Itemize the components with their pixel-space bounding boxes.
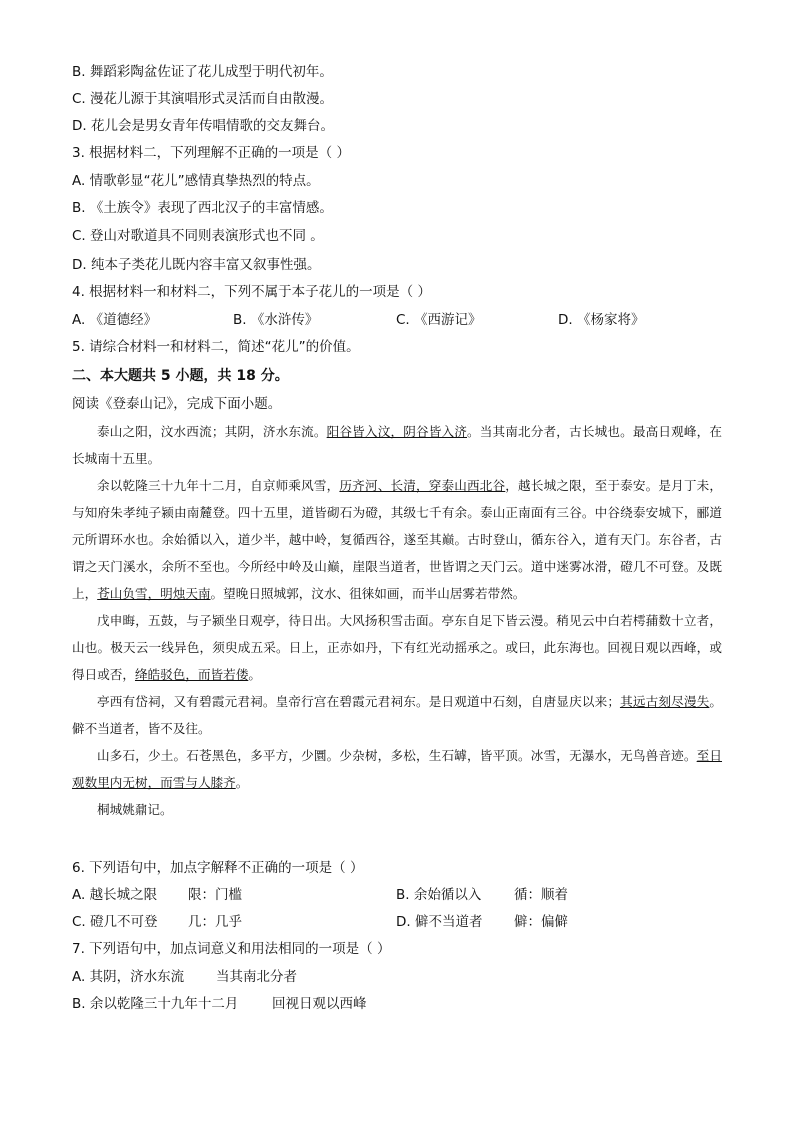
section2-intro: 阅读《登泰山记》，完成下面小题。 (72, 396, 282, 412)
q7-stem: 7. 下列语句中，加点词意义和用法相同的一项是（ ） (72, 941, 391, 957)
passage-text: 余以乾隆三十九年十二月，自京师乘风雪， (97, 478, 340, 493)
q3-stem: 3. 根据材料二，下列理解不正确的一项是（ ） (72, 145, 350, 161)
q6-option-d-gloss: 僻：偏僻 (514, 914, 568, 930)
q2-option-d: D. 花儿会是男女青年传唱情歌的交友舞台。 (72, 118, 334, 134)
q4-option-a: A. 《道德经》 (72, 312, 158, 328)
q7-option-a (72, 967, 722, 987)
q4-options (72, 310, 722, 330)
q4-option-c: C. 《西游记》 (396, 312, 482, 328)
passage-text: ，越长城之限，至于泰安。是月丁未，与知府朱孝纯子颍由南麓登。四十五里，道皆砌石为磴，其级七千有余。泰山正南面有三谷。中谷绕泰安城下，郦道元所谓环水也。余始循以入，道少半，越中岭，复循西谷，遂至其巅。古时登山，循东谷入，道有天门。东谷者，古谓之天门溪水，余所不至也。今所经中岭及山巅，崖限当道者，世皆谓之天门云。道中迷雾冰滑，磴几不可登。及既上， (72, 478, 723, 601)
q7-option-b (72, 994, 722, 1014)
q3-option-c: C. 登山对歌道具不同则表演形式也不同 。 (72, 228, 324, 244)
passage-text: 亭西有岱祠，又有碧霞元君祠。皇帝行宫在碧霞元君祠东。是日观道中石刻，自唐显庆以来； (97, 694, 620, 709)
q6-option-c-phrase: C. 磴几不可登 (72, 914, 158, 930)
q6-option-c-gloss: 几：几乎 (188, 914, 242, 930)
q2-option-c: C. 漫花儿源于其演唱形式灵活而自由散漫。 (72, 91, 334, 107)
q6-option-a-gloss: 限：门槛 (188, 887, 242, 903)
passage-text: 。 (235, 775, 249, 790)
q7-option-b-sentence-1: B. 余以乾隆三十九年十二月 (72, 996, 239, 1012)
q3-option-d: D. 纯本子类花儿既内容丰富又叙事性强。 (72, 257, 321, 273)
q6-option-b-phrase: B. 余始循以入 (396, 887, 482, 903)
underlined-phrase: 苍山负雪，明烛天南 (97, 586, 211, 601)
passage-paragraph-1 (72, 418, 722, 472)
q3-option-b: B. 《土族令》表现了西北汉子的丰富情感。 (72, 200, 333, 216)
q6-option-a-phrase: A. 越长城之限 (72, 887, 158, 903)
underlined-phrase: 绛皓驳色，而皆若偻 (134, 667, 249, 682)
q6-options-row-1 (72, 885, 722, 905)
underlined-phrase: 阳谷皆入汶，阴谷皆入济 (326, 424, 467, 439)
q6-options-row-2 (72, 912, 722, 932)
underlined-phrase: 历齐河、长清，穿泰山西北谷 (339, 478, 506, 493)
passage-signature: 桐城姚鼐记。 (97, 802, 173, 817)
q4-stem: 4. 根据材料一和材料二，下列不属于本子花儿的一项是（ ） (72, 284, 431, 300)
q7-option-a-sentence-1: A. 其阴，济水东流 (72, 969, 185, 985)
passage-text: 泰山之阳，汶水西流；其阴，济水东流。 (97, 424, 327, 439)
q3-option-a: A. 情歌彰显“花儿”感情真挚热烈的特点。 (72, 173, 320, 189)
q5-stem: 5. 请综合材料一和材料二，简述“花儿”的价值。 (72, 339, 360, 355)
q4-option-d: D. 《杨家将》 (558, 312, 645, 328)
q6-stem: 6. 下列语句中，加点字解释不正确的一项是（ ） (72, 860, 364, 876)
passage-deng-taishan-ji (72, 418, 722, 823)
passage-text: 山多石，少土。石苍黑色，多平方，少圜。少杂树，多松，生石罅，皆平顶。冰雪，无瀑水，无鸟兽音迹。 (97, 748, 697, 763)
q6-option-b-gloss: 循：顺着 (514, 887, 568, 903)
q6-option-d-phrase: D. 僻不当道者 (396, 914, 483, 930)
passage-paragraph-2 (72, 472, 722, 607)
q4-option-b: B. 《水浒传》 (233, 312, 319, 328)
passage-text: 。 (248, 667, 261, 682)
underlined-phrase: 至日观数里内无树，而雪与人膝齐 (72, 748, 723, 790)
passage-text: 。僻不当道者，皆不及往。 (72, 694, 723, 736)
passage-paragraph-5 (72, 742, 722, 796)
passage-paragraph-4 (72, 688, 722, 742)
q7-option-a-sentence-2: 当其南北分者 (216, 969, 297, 985)
q2-option-b: B. 舞蹈彩陶盆佐证了花儿成型于明代初年。 (72, 64, 333, 80)
underlined-phrase: 其远古刻尽漫失 (619, 694, 710, 709)
passage-paragraph-3 (72, 607, 722, 688)
section2-heading: 二、本大题共 5 小题，共 18 分。 (72, 368, 289, 384)
passage-text: 。当其南北分者，古长城也。最高日观峰，在长城南十五里。 (72, 424, 723, 466)
passage-text: 。望晚日照城郭，汶水、徂徕如画，而半山居雾若带然。 (210, 586, 526, 601)
q7-option-b-sentence-2: 回视日观以西峰 (272, 996, 367, 1012)
passage-text: 戊申晦，五鼓，与子颍坐日观亭，待日出。大风扬积雪击面。亭东自足下皆云漫。稍见云中白若樗蒱数十立者，山也。极天云一线异色，须臾成五采。日上，正赤如丹，下有红光动摇承之。或曰，此东海也。回视日观以西峰，或得日或否， (72, 613, 722, 682)
